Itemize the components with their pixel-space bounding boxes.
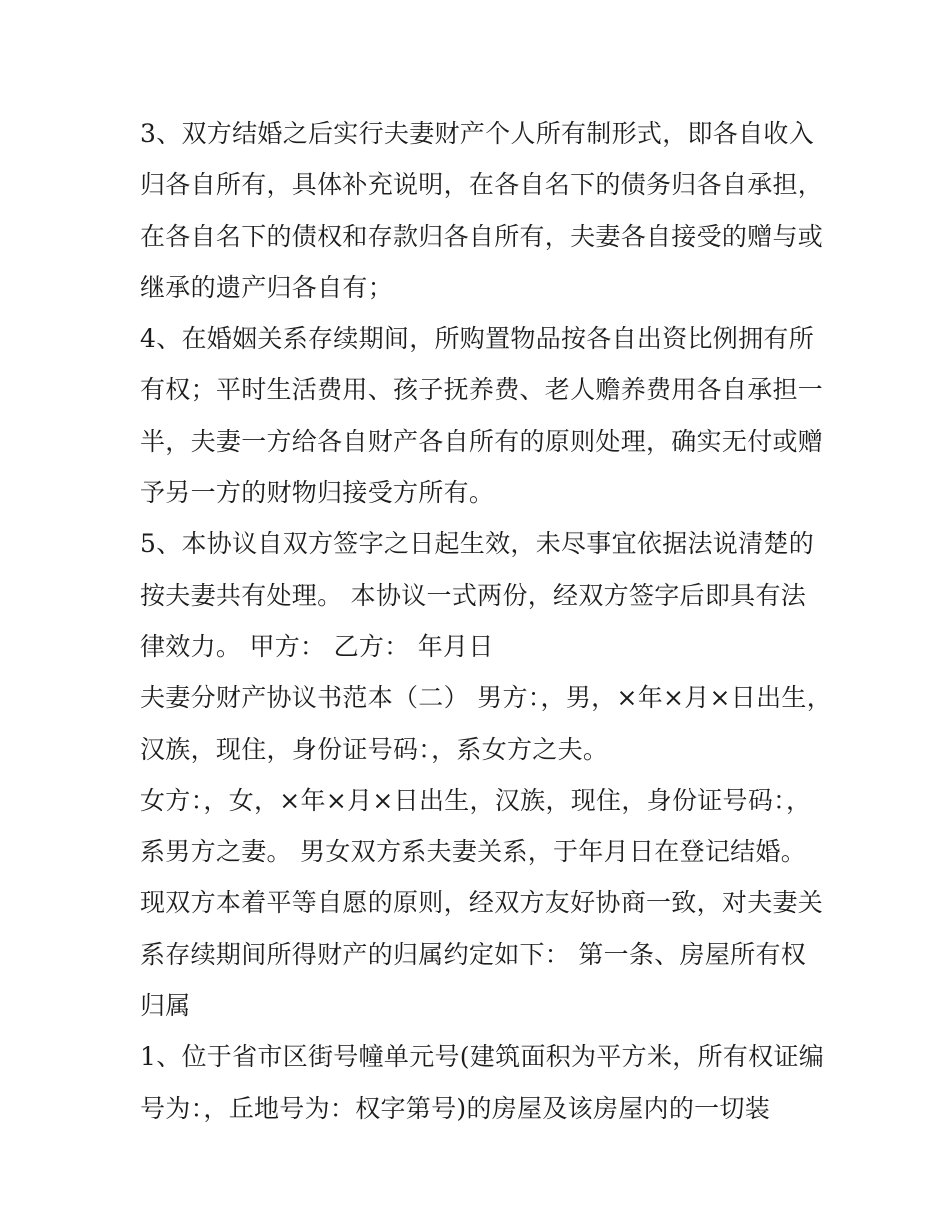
text-line: 在各自名下的债权和存款归各自所有，夫妻各自接受的赠与或 bbox=[140, 221, 824, 251]
text-line: 现双方本着平等自愿的原则，经双方友好协商一致，对夫妻关 bbox=[140, 888, 824, 918]
text-line: 4、在婚姻关系存续期间，所购置物品按各自出资比例拥有所 bbox=[140, 324, 815, 354]
text-line: 汉族，现住，身份证号码：，系女方之夫。 bbox=[140, 734, 609, 764]
text-line: 继承的遗产归各自有； bbox=[140, 272, 394, 302]
text-line: 有权；平时生活费用、孩子抚养费、老人赡养费用各自承担一 bbox=[140, 375, 824, 405]
text-line: 归各自所有，具体补充说明，在各自名下的债务归各自承担， bbox=[140, 170, 824, 200]
text-line: 3、双方结婚之后实行夫妻财产个人所有制形式，即各自收入 bbox=[140, 119, 815, 148]
text-line: 半，夫妻一方给各自财产各自所有的原则处理，确实无付或赠 bbox=[140, 426, 824, 456]
text-line: 夫妻分财产协议书范本（二） 男方：，男，×年×月×日出生， bbox=[140, 683, 832, 713]
document-body bbox=[140, 108, 832, 1134]
text-line: 1、位于省市区街号幢单元号(建筑面积为平方米，所有权证编 bbox=[140, 1042, 825, 1072]
text-line: 号为：，丘地号为：权字第号)的房屋及该房屋内的一切装 bbox=[140, 1093, 771, 1123]
text-line: 律效力。 甲方： 乙方： 年月日 bbox=[140, 631, 494, 661]
text-line: 女方：，女，×年×月×日出生，汉族，现住，身份证号码：， bbox=[140, 785, 812, 815]
text-line: 系男方之妻。 男女双方系夫妻关系，于年月日在登记结婚。 bbox=[140, 837, 807, 867]
text-line: 系存续期间所得财产的归属约定如下： 第一条、房屋所有权 bbox=[140, 939, 807, 969]
text-line: 5、本协议自双方签字之日起生效，未尽事宜依据法说清楚的 bbox=[140, 529, 815, 559]
text-line: 按夫妻共有处理。 本协议一式两份，经双方签字后即具有法 bbox=[140, 580, 807, 610]
text-line: 归属 bbox=[140, 991, 191, 1021]
text-line: 予另一方的财物归接受方所有。 bbox=[140, 478, 495, 508]
